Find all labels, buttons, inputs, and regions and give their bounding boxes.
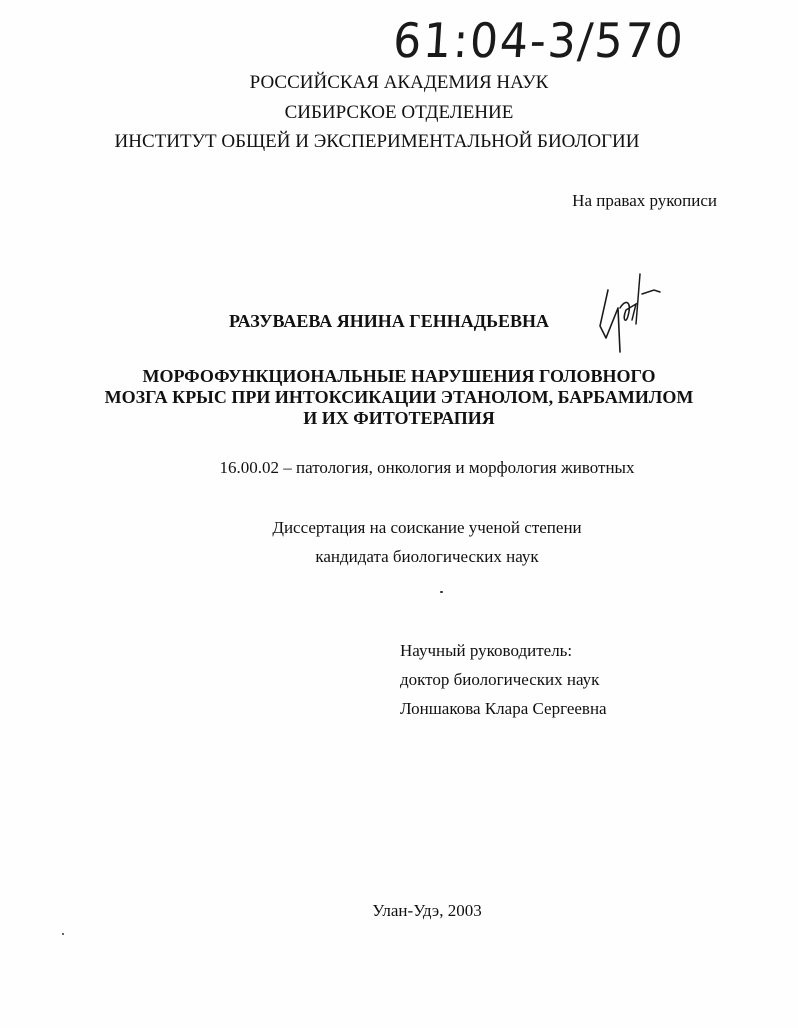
degree-line-2: кандидата биологических наук <box>315 547 539 566</box>
specialty-code: 16.00.02 – патология, онкология и морфология животных <box>219 458 635 477</box>
title-line: И ИХ ФИТОТЕРАПИЯ <box>303 408 495 428</box>
dissertation-title <box>0 366 798 429</box>
header-academy: РОССИЙСКАЯ АКАДЕМИЯ НАУК <box>249 72 549 93</box>
archive-code-handwritten: 61:04-3/570 <box>391 14 687 70</box>
supervisor-degree: доктор биологических наук <box>400 670 600 689</box>
signature-icon <box>596 268 666 358</box>
title-line: МОЗГА КРЫС ПРИ ИНТОКСИКАЦИИ ЭТАНОЛОМ, БАРБАМИЛОМ <box>104 387 694 407</box>
supervisor-block <box>400 636 607 723</box>
degree-line-1: Диссертация на соискание ученой степени <box>272 518 582 537</box>
rights-note: На правах рукописи <box>572 191 717 210</box>
scan-speck <box>62 933 64 935</box>
supervisor-name: Лоншакова Клара Сергеевна <box>400 699 607 718</box>
place-year: Улан-Удэ, 2003 <box>372 901 482 920</box>
header-institute: ИНСТИТУТ ОБЩЕЙ И ЭКСПЕРИМЕНТАЛЬНОЙ БИОЛОГИИ <box>114 131 640 152</box>
author-name: РАЗУВАЕВА ЯНИНА ГЕННАДЬЕВНА <box>228 311 549 331</box>
title-line: МОРФОФУНКЦИОНАЛЬНЫЕ НАРУШЕНИЯ ГОЛОВНОГО <box>142 366 656 386</box>
scan-speck <box>440 591 443 593</box>
supervisor-label: Научный руководитель: <box>400 641 573 660</box>
header-branch: СИБИРСКОЕ ОТДЕЛЕНИЕ <box>284 102 514 123</box>
